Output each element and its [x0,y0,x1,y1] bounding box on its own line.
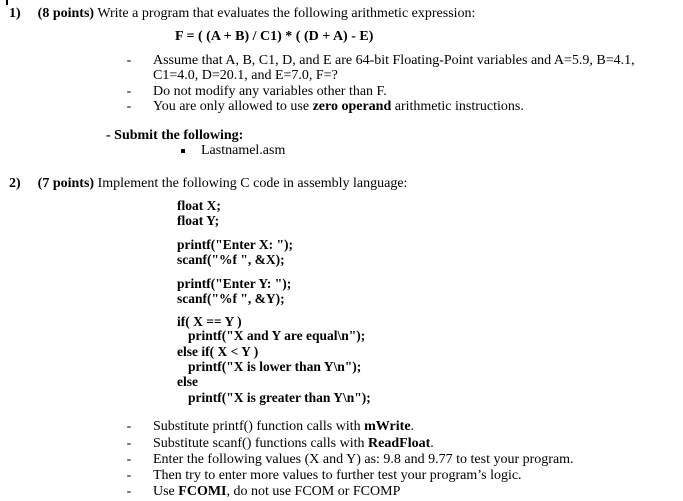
page-tick-mark [6,0,8,5]
q2-prompt: Implement the following C code in assembly language: [97,176,408,191]
q1-bullet-dash: - [126,99,132,114]
q2-note-dash: - [126,436,132,451]
code-line: float Y; [177,213,220,228]
code-line: float X; [177,198,221,213]
q1-submit-file: Lastnamel.asm [201,143,286,158]
q1-expression: F = ( (A + B) / C1) * ( (D + A) - E) [175,29,374,44]
q2-points: (7 points) [37,176,95,191]
q2-note-3: Enter the following values (X and Y) as: 9.8 and 9.77 to test your program. [153,452,574,467]
code-line: printf("X is lower than Y\n"); [188,359,362,374]
q2-note-dash: - [126,468,132,483]
code-line: else [177,374,198,389]
q2-note-1-text: Substitute printf() function calls with [153,419,361,434]
q1-bullet-2: Do not modify any variables other than F. [153,84,387,99]
code-line: scanf("%f ", &X); [177,252,285,267]
q2-note-5 [153,484,400,500]
code-line: if( X == Y ) [177,314,242,329]
q2-header [9,176,407,192]
q1-bullet-3-text-b: arithmetic instructions. [394,99,524,114]
code-line: else if( X < Y ) [177,344,259,359]
q2-note-dash: - [126,419,132,434]
q1-prompt: Write a program that evaluates the following arithmetic expression: [97,6,476,21]
square-bullet-icon [181,149,185,153]
q2-note-dash: - [126,484,132,499]
q2-note-2 [153,436,434,452]
code-line: scanf("%f ", &Y); [177,291,285,306]
q2-note-1 [153,419,414,435]
q2-number: 2) [9,176,21,191]
code-line: printf("Enter Y: "); [177,276,292,291]
q1-bullet-3-text-a: You are only allowed to use [153,99,310,114]
code-line: printf("X and Y are equal\n"); [188,328,366,343]
q1-bullet-dash: - [126,53,132,68]
q1-bullet-dash: - [126,84,132,99]
q2-note-5-end: , do not use FCOM or FCOMP [226,484,401,499]
q1-submit-label: - Submit the following: [106,128,244,143]
code-line: printf("X is greater than Y\n"); [188,390,371,405]
q1-bullet-3-bold: zero operand [312,99,392,114]
q2-note-1-end: . [410,419,415,434]
q2-note-dash: - [126,452,132,467]
q2-note-5-bold: FCOMI [178,484,227,499]
q2-note-5-text: Use [153,484,175,499]
code-line: printf("Enter X: "); [177,237,293,252]
q2-note-2-bold: ReadFloat [368,436,431,451]
q1-bullet-3 [153,99,524,115]
q1-points: (8 points) [37,6,95,21]
q2-note-1-bold: mWrite [364,419,411,434]
q2-note-4: Then try to enter more values to further test your program’s logic. [153,468,522,483]
q1-bullet-1-line-1: Assume that A, B, C1, D, and E are 64-bit Floating-Point variables and A=5.9, B=4.1, [153,53,635,68]
q2-note-2-text: Substitute scanf() functions calls with [153,436,365,451]
q2-note-2-end: . [430,436,434,451]
q1-number: 1) [9,6,21,21]
q1-bullet-1-line-2: C1=4.0, D=20.1, and E=7.0, F=? [153,68,338,83]
q1-header [9,6,475,22]
